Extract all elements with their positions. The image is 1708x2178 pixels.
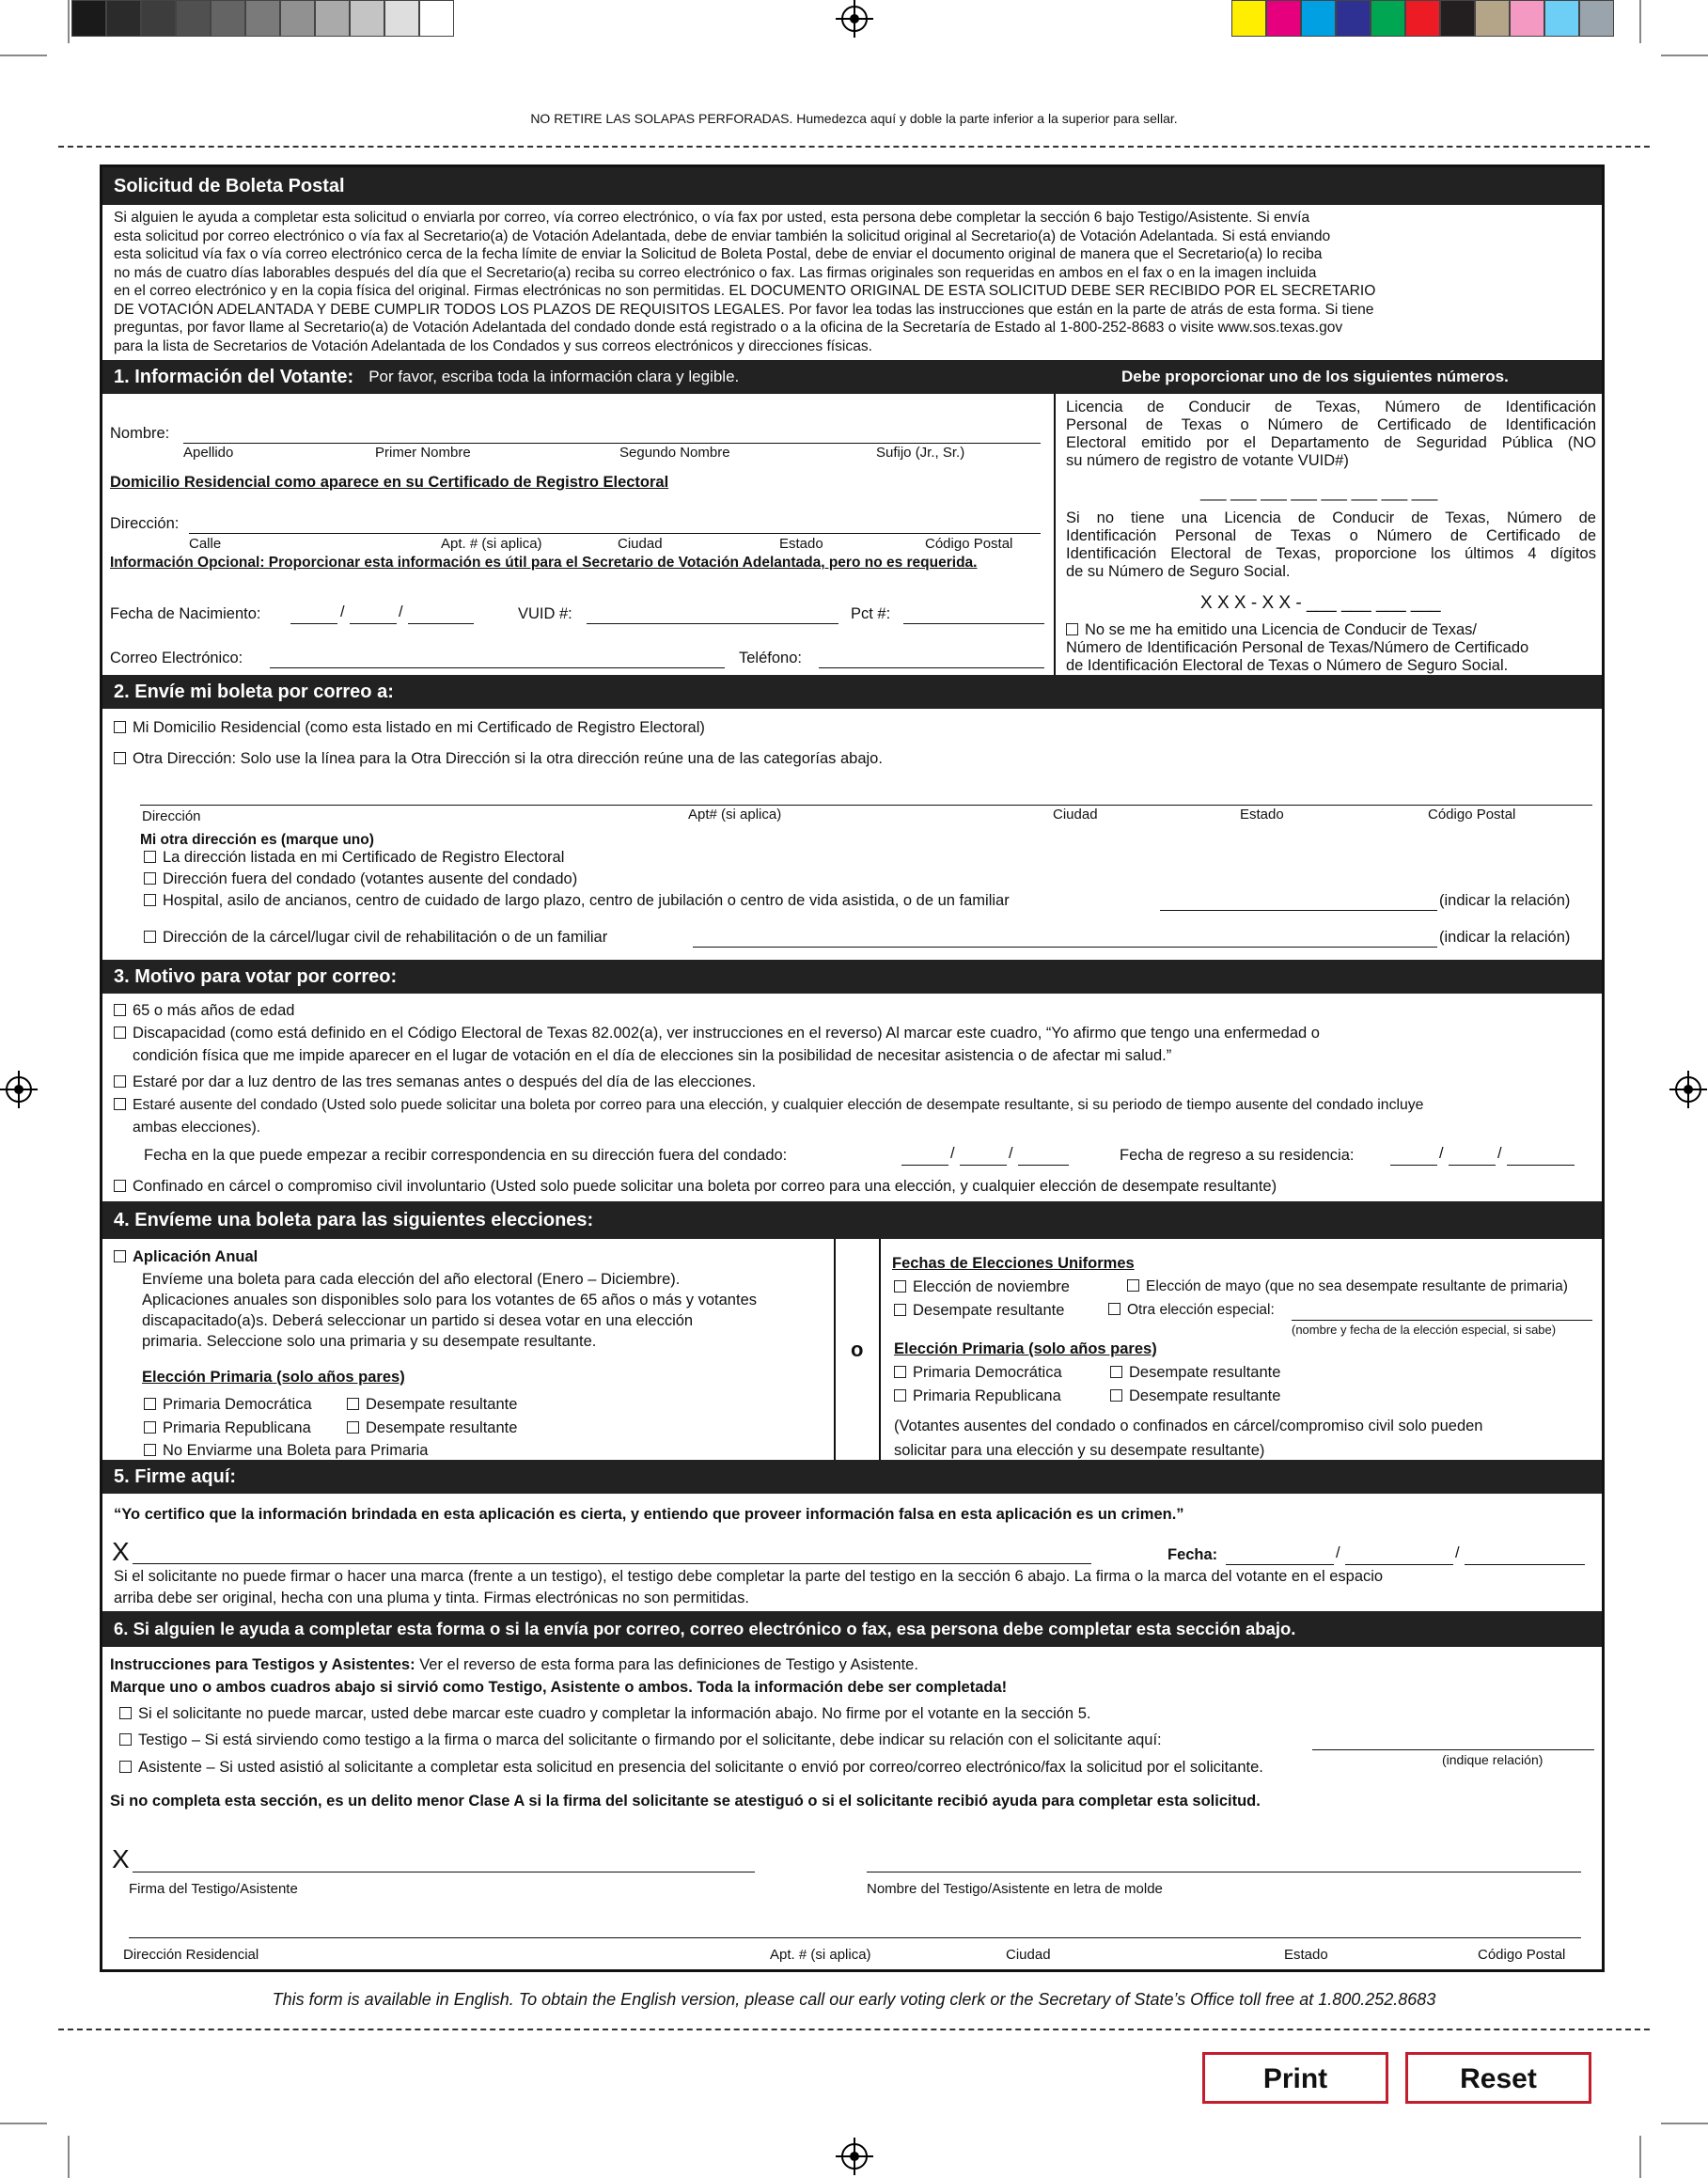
ssn-instruction-line: Identificación Electoral de Texas, proporcione los últimos 4 dígitos — [1066, 545, 1596, 562]
section-4-title: 4. Envíeme una boleta para las siguientes elecciones: — [114, 1209, 594, 1230]
age-65-label: 65 o más años de edad — [133, 1002, 295, 1019]
section-2-title: 2. Envíe mi boleta por correo a: — [114, 681, 394, 702]
no-id-checkbox[interactable] — [1066, 623, 1078, 635]
dem-primary-option-right — [894, 1364, 1062, 1382]
november-checkbox[interactable] — [894, 1280, 906, 1293]
pct-field[interactable] — [903, 623, 1044, 624]
witness-name-label: Nombre del Testigo/Asistente en letra de molde — [867, 1881, 1163, 1897]
nombre-label: Nombre: — [110, 425, 170, 442]
estado-label: Estado — [1240, 807, 1284, 823]
primer-nombre-label: Primer Nombre — [375, 445, 471, 461]
absent-note-line: (Votantes ausentes del condado o confinados en cárcel/compromiso civil solo pueden — [894, 1418, 1483, 1434]
intro-line: preguntas, por favor llame al Secretario(a) de Votación Adelantada del condado donde está registrado o a la oficina de la Secretaría de Estado al 1-800-252-8683 o visite www.sos.texas.gov — [114, 320, 1343, 336]
vuid-label: VUID #: — [518, 605, 572, 622]
pct-label: Pct #: — [851, 605, 891, 622]
witness-relation-field[interactable] — [1312, 1749, 1594, 1750]
direccion-label: Dirección: — [110, 515, 180, 532]
may-label: Elección de mayo (que no sea desempate resultante de primaria) — [1146, 1278, 1568, 1294]
apellido-label: Apellido — [183, 445, 234, 461]
residential-option — [114, 719, 705, 737]
witness-label: Testigo – Si está sirviendo como testigo a la firma o marca del solicitante o firmando por el solicitante, debe indicar su relación con el solicitante aquí: — [138, 1731, 1162, 1748]
rep-primary-option — [144, 1419, 311, 1437]
segundo-nombre-label: Segundo Nombre — [619, 445, 730, 461]
return-year-field[interactable] — [1507, 1165, 1575, 1166]
dem-primary-label-right: Primaria Democrática — [913, 1364, 1062, 1381]
color-swatch — [1231, 0, 1266, 37]
no-id-option — [1066, 621, 1598, 675]
form-title-bar — [102, 167, 1602, 205]
sign-month-field[interactable] — [1226, 1564, 1334, 1565]
fecha-regreso-label: Fecha de regreso a su residencia: — [1120, 1147, 1355, 1164]
dem-runoff-option — [347, 1396, 517, 1414]
form-title: Solicitud de Boleta Postal — [114, 175, 345, 196]
away-day-field[interactable] — [960, 1165, 1007, 1166]
annual-label: Aplicación Anual — [133, 1248, 259, 1265]
witness-option — [119, 1731, 1162, 1749]
misdemeanor-warning: Si no completa esta sección, es un delito menor Clase A si la firma del solicitante se atestiguó o si el solicitante recibió ayuda para completar esta solicitud. — [110, 1793, 1261, 1810]
november-label: Elección de noviembre — [913, 1278, 1070, 1295]
primaria-heading-left: Elección Primaria (solo años pares) — [142, 1369, 405, 1386]
uniform-dates-heading: Fechas de Elecciones Uniformes — [892, 1255, 1135, 1272]
codigo-postal-label: Código Postal — [1428, 807, 1516, 823]
intro-line: en el correo electrónico y en la copia física del original. Firmas electrónicas no son permitidas. EL DOCUMENTO ORIGINAL DE ESTA SOLICITUD DEBE SER RECIBIDO POR EL SECRETARIO — [114, 283, 1376, 299]
no-primary-label: No Enviarme una Boleta para Primaria — [163, 1442, 429, 1459]
rep-primary-label-right: Primaria Republicana — [913, 1387, 1061, 1404]
relation-hint: (indicar la relación) — [1439, 929, 1571, 946]
ssn-instruction-line: de su Número de Seguro Social. — [1066, 563, 1291, 580]
hospital-label: Hospital, asilo de ancianos, centro de cuidado de largo plazo, centro de jubilación o centro de vida asistida, o de un familiar — [163, 892, 1010, 909]
witness-apt-label: Apt. # (si aplica) — [770, 1947, 871, 1963]
id-instruction-line: Electoral emitido por el Departamento de Seguridad Pública (NO — [1066, 434, 1596, 451]
color-swatch — [1510, 0, 1544, 37]
direccion-label: Dirección — [142, 808, 201, 824]
dem-runoff-label-right: Desempate resultante — [1129, 1364, 1281, 1381]
color-swatch — [71, 0, 106, 37]
crop-mark — [1639, 2136, 1641, 2178]
birth-month-field[interactable] — [290, 623, 337, 624]
annual-description-line: Aplicaciones anuales son disponibles solo para los votantes de 65 años o más y votantes — [142, 1292, 757, 1308]
ssn-prefix-text: X X X - X X - — [1200, 593, 1302, 613]
special-election-hint: (nombre y fecha de la elección especial, si sabe) — [1292, 1323, 1557, 1337]
registration-mark-icon — [841, 2143, 868, 2170]
rep-runoff-option — [347, 1419, 517, 1437]
slash: / — [1439, 1145, 1444, 1162]
sufijo-label: Sufijo (Jr., Sr.) — [876, 445, 965, 461]
witness-address-label: Dirección Residencial — [123, 1947, 259, 1963]
special-election-label: Otra elección especial: — [1127, 1302, 1275, 1318]
slash: / — [950, 1145, 955, 1162]
codigo-postal-label: Código Postal — [925, 536, 1013, 552]
intro-line: para la lista de Secretarios de Votación Adelantada de los Condados y sus correos electrónicos y direcciones físicas. — [114, 337, 872, 354]
slash: / — [1455, 1544, 1460, 1561]
birth-checkbox[interactable] — [114, 1075, 126, 1088]
certify-statement: “Yo certifico que la información brindada en esta aplicación es cierta, y entiendo que proveer información falsa en esta aplicación es un crimen.” — [114, 1506, 1184, 1523]
sign-year-field[interactable] — [1465, 1564, 1585, 1565]
cannot-mark-checkbox[interactable] — [119, 1707, 132, 1719]
section-1-header — [102, 360, 1602, 394]
no-primary-option — [144, 1442, 428, 1460]
witness-instructions-label: Instrucciones para Testigos y Asistentes: — [110, 1656, 415, 1673]
section-4-header — [102, 1201, 1602, 1239]
uniform-runoff-option — [894, 1302, 1064, 1320]
reset-button[interactable]: Reset — [1405, 2052, 1591, 2104]
color-swatch — [1266, 0, 1301, 37]
absent-checkbox[interactable] — [114, 1098, 126, 1110]
reason-birth — [114, 1073, 756, 1091]
relation-hint: (indicar la relación) — [1439, 892, 1571, 909]
fecha-label: Fecha: — [1167, 1546, 1218, 1563]
color-swatch — [245, 0, 280, 37]
ssn-instructions — [1066, 509, 1596, 581]
sign-note-2: arriba debe ser original, hecha con una pluma y tinta. Firmas electrónicas no son permitidas. — [114, 1590, 749, 1606]
birth-label: Estaré por dar a luz dentro de las tres semanas antes o después del día de las elecciones. — [133, 1073, 757, 1090]
id-instruction-line: Personal de Texas o Número de Certificado de Identificación — [1066, 416, 1596, 433]
no-primary-checkbox[interactable] — [144, 1444, 156, 1456]
slash: / — [399, 603, 403, 620]
rep-runoff-option-right — [1110, 1387, 1280, 1405]
may-checkbox[interactable] — [1127, 1279, 1139, 1292]
witness-ciudad-label: Ciudad — [1006, 1947, 1051, 1963]
witness-signature-label: Firma del Testigo/Asistente — [129, 1881, 298, 1897]
apt-label: Apt. # (si aplica) — [441, 536, 542, 552]
slash: / — [340, 603, 345, 620]
nombre-field[interactable] — [183, 443, 1041, 444]
color-swatch — [1544, 0, 1579, 37]
section-5-header — [102, 1460, 1602, 1494]
witness-estado-label: Estado — [1284, 1947, 1328, 1963]
voter-signature-field[interactable] — [133, 1563, 1091, 1564]
rep-primary-option-right — [894, 1387, 1061, 1405]
annual-checkbox[interactable] — [114, 1250, 126, 1262]
crop-mark — [1661, 55, 1708, 56]
intro-paragraph — [114, 209, 1595, 355]
return-day-field[interactable] — [1449, 1165, 1496, 1166]
registration-mark-icon — [841, 6, 868, 32]
id-instruction-line: Licencia de Conducir de Texas, Número de Identificación — [1066, 399, 1596, 415]
other-address-option — [114, 750, 883, 768]
intro-line: Si alguien le ayuda a completar esta solicitud o enviarla por correo, vía correo electrónico, o vía fax por usted, esta persona debe completar la sección 6 bajo Testigo/Asistente. Si envía — [114, 210, 1310, 226]
signature-x: X — [112, 1537, 130, 1566]
absent-note-line: solicitar para una elección y su desempate resultante) — [894, 1442, 1265, 1459]
certificate-address-checkbox[interactable] — [144, 851, 156, 863]
perforation-line — [58, 2029, 1650, 2030]
print-button[interactable]: Print — [1202, 2052, 1388, 2104]
no-id-line: de Identificación Electoral de Texas o Número de Seguro Social. — [1066, 657, 1509, 674]
color-swatch — [211, 0, 245, 37]
other-address-opt-certificate — [144, 849, 564, 867]
assistant-label: Asistente – Si usted asistió al solicitante a completar esta solicitud en presencia del solicitante o envió por correo/correo electrónico/fax la solicitud por el solicitante. — [138, 1759, 1263, 1776]
section-6-title: 6. Si alguien le ayuda a completar esta forma o si la envía por correo, correo electrónico o fax, esa persona debe completar esta sección abajo. — [114, 1619, 1296, 1638]
fecha-nacimiento-label: Fecha de Nacimiento: — [110, 605, 261, 622]
other-address-opt-jail — [144, 929, 607, 947]
optional-info-heading: Información Opcional: Proporcionar esta información es útil para el Secretario de Votación Adelantada, pero no es requerida. — [110, 555, 978, 571]
dem-runoff-option-right — [1110, 1364, 1280, 1382]
correo-label: Correo Electrónico: — [110, 650, 243, 666]
no-id-line: Número de Identificación Personal de Texas/Número de Certificado — [1066, 639, 1529, 656]
domicilio-heading: Domicilio Residencial como aparece en su Certificado de Registro Electoral — [110, 474, 669, 491]
color-swatch — [176, 0, 211, 37]
section-3-title: 3. Motivo para votar por correo: — [114, 965, 398, 987]
ssn-prefix: X X X - X X - ___ ___ ___ ___ — [1200, 593, 1441, 613]
dem-primary-label: Primaria Democrática — [163, 1396, 312, 1413]
color-swatch — [1579, 0, 1614, 37]
birth-day-field[interactable] — [350, 623, 397, 624]
reason-65 — [114, 1002, 294, 1020]
jail-relation-field[interactable] — [693, 947, 1437, 948]
crop-mark — [1639, 0, 1641, 43]
rep-runoff-label-right: Desempate resultante — [1129, 1387, 1281, 1404]
intro-line: esta solicitud vía fax o vía correo electrónico cerca de la fecha límite de enviar la Solicitud de Boleta Postal, debe de enviar el documento original de manera que el Secretario(a) lo reciba — [114, 246, 1323, 262]
color-swatch — [384, 0, 419, 37]
rep-primary-checkbox-right[interactable] — [894, 1389, 906, 1402]
color-swatch — [1405, 0, 1440, 37]
ballot-application-form — [100, 165, 1605, 1972]
away-year-field[interactable] — [1018, 1165, 1069, 1166]
section-5-title: 5. Firme aquí: — [114, 1465, 237, 1487]
witness-checkbox[interactable] — [119, 1733, 132, 1746]
dem-primary-checkbox[interactable] — [144, 1398, 156, 1410]
witness-signature-x: X — [112, 1844, 130, 1873]
outside-county-label: Dirección fuera del condado (votantes ausente del condado) — [163, 870, 578, 887]
absent-continued: ambas elecciones). — [133, 1120, 261, 1136]
telefono-label: Teléfono: — [739, 650, 802, 666]
hospital-relation-field[interactable] — [1160, 910, 1437, 911]
witness-instructions — [110, 1656, 918, 1674]
rep-runoff-label: Desempate resultante — [366, 1419, 518, 1436]
other-address-opt-outside — [144, 870, 577, 888]
outside-county-checkbox[interactable] — [144, 872, 156, 885]
dem-primary-checkbox-right[interactable] — [894, 1366, 906, 1378]
section-4-divider — [879, 1239, 881, 1460]
jail-reason-checkbox[interactable] — [114, 1180, 126, 1192]
calle-label: Calle — [189, 536, 222, 552]
witness-instructions-text: Ver el reverso de esta forma para las definiciones de Testigo y Asistente. — [419, 1656, 918, 1673]
crop-mark — [0, 2123, 47, 2124]
correo-field[interactable] — [270, 667, 725, 668]
disability-continued: condición física que me impide aparecer en el lugar de votación en el día de elecciones sin la posibilidad de necesitar asistencia o de afectar mi salud.” — [133, 1047, 1172, 1064]
away-month-field[interactable] — [901, 1165, 948, 1166]
ciudad-label: Ciudad — [618, 536, 663, 552]
rep-runoff-checkbox[interactable] — [347, 1421, 359, 1434]
crop-mark — [0, 55, 47, 56]
color-swatch — [315, 0, 350, 37]
dem-runoff-label: Desempate resultante — [366, 1396, 518, 1413]
absent-label: Estaré ausente del condado (Usted solo puede solicitar una boleta por correo para una elección, y cualquier elección de desempate resultante, si su periodo de tiempo ausente del condado incluye — [133, 1097, 1424, 1113]
apt-label: Apt# (si aplica) — [688, 807, 782, 823]
slash: / — [1009, 1145, 1013, 1162]
age-65-checkbox[interactable] — [114, 1004, 126, 1016]
registration-mark-icon — [1675, 1076, 1701, 1103]
telefono-field[interactable] — [819, 667, 1044, 668]
uniform-runoff-label: Desempate resultante — [913, 1302, 1065, 1319]
jail-label: Dirección de la cárcel/lugar civil de rehabilitación o de un familiar — [163, 929, 608, 946]
color-swatch — [141, 0, 176, 37]
annual-description-line: Envíeme una boleta para cada elección del año electoral (Enero – Diciembre). — [142, 1271, 681, 1288]
color-swatch — [1371, 0, 1405, 37]
english-availability-note: This form is available in English. To obtain the English version, please call our early voting clerk or the Secretary of State’s Office toll free at 1.800.252.8683 — [272, 1990, 1436, 2009]
special-election-field[interactable] — [1292, 1320, 1592, 1321]
special-election-option — [1108, 1302, 1275, 1319]
color-swatch — [419, 0, 454, 37]
ssn-instruction-line: Si no tiene una Licencia de Conducir de Texas, Número de — [1066, 509, 1596, 526]
other-address-checkbox[interactable] — [114, 752, 126, 764]
november-option — [894, 1278, 1070, 1296]
slash: / — [1497, 1145, 1502, 1162]
direccion-field[interactable] — [189, 533, 1041, 534]
rep-primary-label: Primaria Republicana — [163, 1419, 311, 1436]
dem-runoff-checkbox[interactable] — [347, 1398, 359, 1410]
fold-instruction: NO RETIRE LAS SOLAPAS PERFORADAS. Humedezca aquí y doble la parte inferior a la superior para sellar. — [530, 111, 1178, 126]
rep-runoff-checkbox-right[interactable] — [1110, 1389, 1122, 1402]
perforation-line — [58, 146, 1650, 148]
section-1-subtitle: Por favor, escriba toda la información clara y legible. — [368, 368, 740, 385]
birth-year-field[interactable] — [408, 623, 474, 624]
intro-line: esta solicitud por correo electrónico o vía fax al Secretario(a) de Votación Adelantada, debe de enviar también la solicitud original al Secretario(a) de Votación Adelantada. Si está enviando — [114, 227, 1331, 244]
residential-option-label: Mi Domicilio Residencial (como esta listado en mi Certificado de Registro Electoral) — [133, 719, 705, 736]
cannot-mark-option — [119, 1705, 1090, 1723]
dem-primary-option — [144, 1396, 312, 1414]
sign-note-1: Si el solicitante no puede firmar o hacer una marca (frente a un testigo), el testigo debe completar la parte del testigo en la sección 6 abajo. La firma o la marca del votante en el espacio — [114, 1568, 1384, 1585]
crop-mark — [68, 0, 70, 43]
intro-line: DE VOTACIÓN ADELANTADA Y DEBE CUMPLIR TODOS LOS PLAZOS DE REQUISITOS LEGALES. Por favor lea todas las instrucciones que están en la parte de atrás de esta forma. Si tiene — [114, 301, 1374, 318]
special-election-checkbox[interactable] — [1108, 1303, 1120, 1315]
rep-primary-checkbox[interactable] — [144, 1421, 156, 1434]
primaria-heading-right: Elección Primaria (solo años pares) — [894, 1340, 1157, 1357]
intro-line: no más de cuatro días laborables después del día que el Secretario(a) reciba su correo electrónico o fax. Las firmas originales son requeridas en ambos en el fax o en la imagen incluida — [114, 264, 1317, 281]
color-swatch — [280, 0, 315, 37]
annual-description — [142, 1269, 838, 1352]
crop-mark — [1661, 2123, 1708, 2124]
fecha-fuera-label: Fecha en la que puede empezar a recibir correspondencia en su dirección fuera del condado: — [144, 1147, 788, 1164]
or-separator: o — [851, 1338, 864, 1361]
annual-description-line: primaria. Seleccione solo una primaria y su desempate resultante. — [142, 1333, 597, 1350]
reason-disability — [114, 1025, 1320, 1042]
color-swatch — [1440, 0, 1475, 37]
other-address-heading: Mi otra dirección es (marque uno) — [140, 832, 374, 848]
section-3-header — [102, 960, 1602, 994]
certificate-address-label: La dirección listada en mi Certificado de Registro Electoral — [163, 849, 565, 866]
disability-label: Discapacidad (como está definido en el Código Electoral de Texas 82.002(a), ver instrucciones en el reverso) Al marcar este cuadro, “Yo afirmo que tengo una enfermedad o — [133, 1025, 1320, 1042]
assistant-option — [119, 1759, 1263, 1777]
sign-day-field[interactable] — [1345, 1564, 1453, 1565]
hospital-checkbox[interactable] — [144, 894, 156, 906]
id-number-instructions — [1066, 399, 1596, 470]
section-2-header — [102, 675, 1602, 709]
assistant-checkbox[interactable] — [119, 1761, 132, 1773]
estado-label: Estado — [779, 536, 823, 552]
jail-checkbox[interactable] — [144, 931, 156, 943]
reason-jail — [114, 1178, 1277, 1196]
annual-option — [114, 1248, 258, 1266]
witness-address-field[interactable] — [129, 1937, 1581, 1938]
section-1-title: 1. Información del Votante: — [114, 366, 354, 387]
other-address-field[interactable] — [140, 805, 1592, 806]
no-id-line: No se me ha emitido una Licencia de Conducir de Texas/ — [1085, 621, 1478, 638]
section-1-divider — [1054, 394, 1056, 675]
mark-boxes-instruction: Marque uno o ambos cuadros abajo si sirvió como Testigo, Asistente o ambos. Toda la información debe ser completada! — [110, 1679, 1008, 1696]
absent-voters-note — [894, 1414, 1599, 1463]
registration-mark-icon — [6, 1076, 32, 1103]
id-instruction-line: su número de registro de votante VUID#) — [1066, 452, 1349, 469]
section-1-right-title: Debe proporcionar uno de los siguientes números. — [1121, 368, 1509, 385]
other-address-label: Otra Dirección: Solo use la línea para la Otra Dirección si la otra dirección reúne una de las categorías abajo. — [133, 750, 883, 767]
may-option — [1127, 1278, 1568, 1295]
reason-absent — [114, 1097, 1423, 1114]
vuid-field[interactable] — [587, 623, 838, 624]
witness-codigo-label: Código Postal — [1478, 1947, 1566, 1963]
slash: / — [1336, 1544, 1340, 1561]
dem-runoff-checkbox-right[interactable] — [1110, 1366, 1122, 1378]
color-swatch — [1301, 0, 1336, 37]
color-swatch — [106, 0, 141, 37]
witness-relation-hint: (indique relación) — [1442, 1752, 1543, 1767]
return-month-field[interactable] — [1390, 1165, 1437, 1166]
disability-checkbox[interactable] — [114, 1026, 126, 1039]
annual-description-line: discapacitado(a)s. Deberá seleccionar un partido si desea votar en una elección — [142, 1312, 694, 1329]
color-swatch — [350, 0, 384, 37]
cannot-mark-label: Si el solicitante no puede marcar, usted debe marcar este cuadro y completar la información abajo. No firme por el votante en la sección 5. — [138, 1705, 1091, 1722]
section-6-header — [102, 1611, 1602, 1647]
uniform-runoff-checkbox[interactable] — [894, 1304, 906, 1316]
jail-reason-label: Confinado en cárcel o compromiso civil involuntario (Usted solo puede solicitar una boleta por correo para una elección, y cualquier elección de desempate resultante) — [133, 1178, 1277, 1195]
residential-checkbox[interactable] — [114, 721, 126, 733]
color-swatch — [1475, 0, 1510, 37]
ciudad-label: Ciudad — [1053, 807, 1098, 823]
id-number-blanks: ___ ___ ___ ___ ___ ___ ___ ___ — [1200, 484, 1438, 501]
color-swatch — [1336, 0, 1371, 37]
ssn-instruction-line: Identificación Personal de Texas o Número de Certificado de — [1066, 527, 1596, 544]
crop-mark — [68, 2136, 70, 2178]
other-address-opt-hospital — [144, 892, 1010, 910]
